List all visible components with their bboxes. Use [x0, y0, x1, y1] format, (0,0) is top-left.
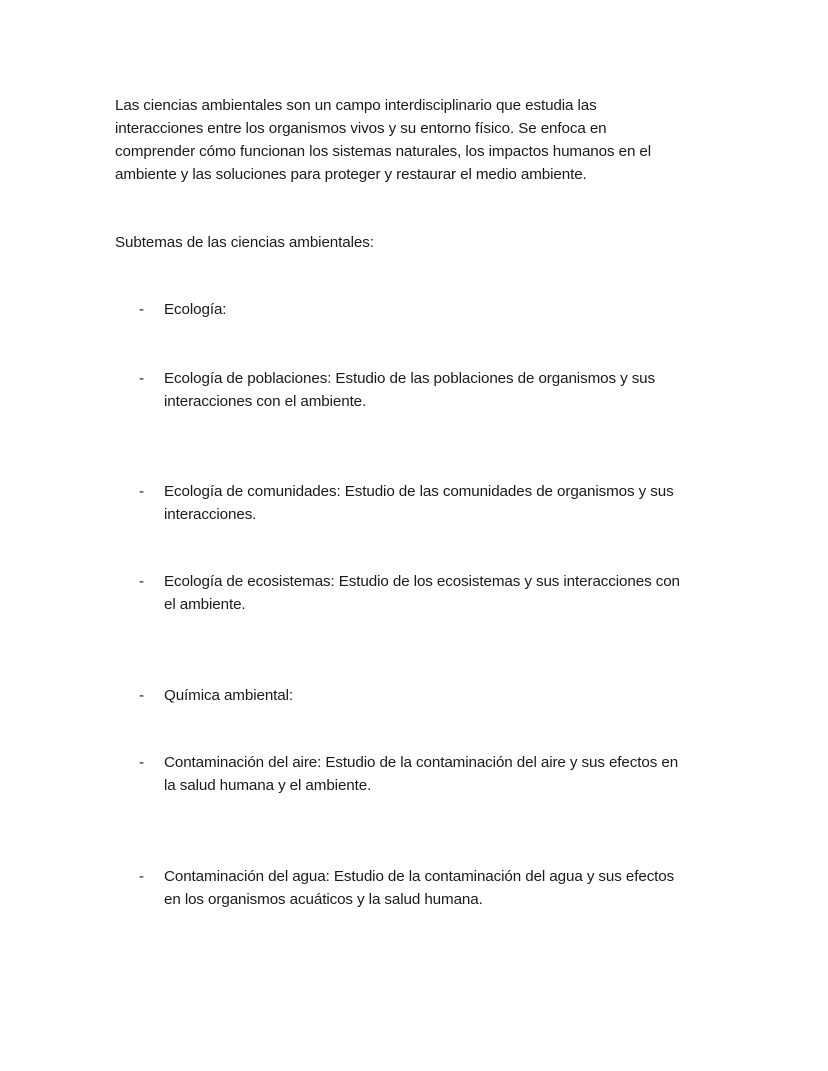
- list-item-line: el ambiente.: [164, 596, 246, 613]
- list-item-line: Contaminación del aire: Estudio de la contaminación del aire y sus efectos en: [164, 754, 679, 771]
- subtopics-heading: Subtemas de las ciencias ambientales:: [115, 234, 374, 251]
- list-item-line: Contaminación del agua: Estudio de la contaminación del agua y sus efectos: [164, 868, 675, 885]
- list-item-text: [164, 480, 724, 526]
- bullet-dash: -: [139, 370, 144, 387]
- intro-line: ambiente y las soluciones para proteger y restaurar el medio ambiente.: [115, 166, 587, 183]
- list-item-text: [164, 570, 724, 616]
- list-item-text: [164, 367, 724, 413]
- bullet-dash: -: [139, 754, 144, 771]
- bullet-dash: -: [139, 301, 144, 318]
- list-item-line: en los organismos acuáticos y la salud humana.: [164, 891, 483, 908]
- list-item-line: Ecología de comunidades: Estudio de las comunidades de organismos y sus: [164, 483, 674, 500]
- intro-line: Las ciencias ambientales son un campo interdisciplinario que estudia las: [115, 97, 597, 114]
- list-item-line: Ecología de ecosistemas: Estudio de los ecosistemas y sus interacciones con: [164, 573, 680, 590]
- list-item-line: Química ambiental:: [164, 687, 294, 704]
- intro-line: interacciones entre los organismos vivos y su entorno físico. Se enfoca en: [115, 120, 607, 137]
- bullet-dash: -: [139, 868, 144, 885]
- list-item-text: [164, 298, 724, 321]
- list-item-line: Ecología de poblaciones: Estudio de las poblaciones de organismos y sus: [164, 370, 656, 387]
- intro-line: comprender cómo funcionan los sistemas naturales, los impactos humanos en el: [115, 143, 652, 160]
- intro-paragraph: [115, 94, 715, 186]
- bullet-dash: -: [139, 687, 144, 704]
- list-item-text: [164, 751, 724, 797]
- list-item-text: [164, 865, 724, 911]
- bullet-dash: -: [139, 573, 144, 590]
- list-item-text: [164, 684, 724, 707]
- list-item-line: Ecología:: [164, 301, 227, 318]
- bullet-dash: -: [139, 483, 144, 500]
- list-item-line: interacciones.: [164, 506, 257, 523]
- list-item-line: interacciones con el ambiente.: [164, 393, 367, 410]
- list-item-line: la salud humana y el ambiente.: [164, 777, 372, 794]
